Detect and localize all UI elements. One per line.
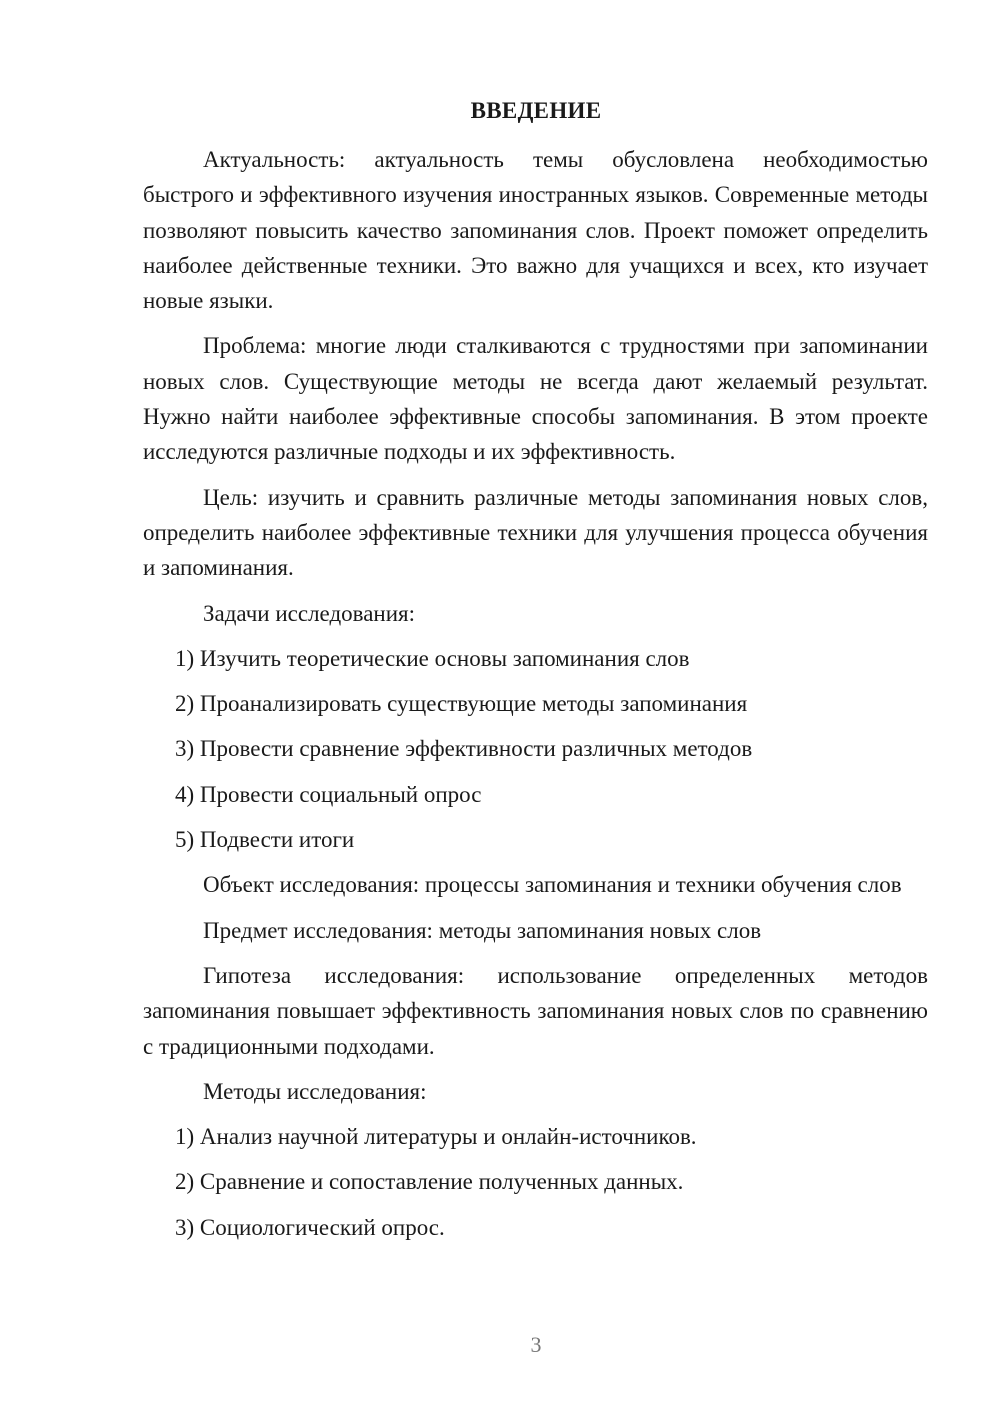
relevance-paragraph: Актуальность: актуальность темы обусловлена необходимостью быстрого и эффективного изучения иностранных языков. Современные методы позволяют повысить качество запоминания слов. Проект поможет определить наиболее действенные техники. Это важно для учащихся и всех, кто изучает новые языки. [143, 147, 928, 314]
list-item: 2) Проанализировать существующие методы запоминания [175, 691, 748, 717]
methods-list [143, 1119, 928, 1245]
list-item: 3) Провести сравнение эффективности различных методов [175, 736, 753, 762]
list-item: 2) Сравнение и сопоставление полученных данных. [175, 1169, 684, 1195]
object-paragraph: Объект исследования: процессы запоминания и техники обучения слов [203, 872, 902, 898]
goal-paragraph: Цель: изучить и сравнить различные методы запоминания новых слов, определить наиболее эффективные техники для улучшения процесса обучения и запоминания. [143, 484, 928, 581]
list-item: 4) Провести социальный опрос [175, 781, 482, 807]
methods-heading: Методы исследования: [203, 1078, 427, 1104]
problem-paragraph: Проблема: многие люди сталкиваются с трудностями при запоминании новых слов. Существующие методы не всегда дают желаемый результат. Нужно найти наиболее эффективные способы запоминания. В этом проекте исследуются различные подходы и их эффективность. [143, 333, 928, 465]
tasks-list [143, 641, 928, 857]
list-item: 1) Анализ научной литературы и онлайн-источников. [175, 1124, 697, 1150]
page-title: ВВЕДЕНИЕ [470, 98, 602, 123]
subject-paragraph: Предмет исследования: методы запоминания новых слов [203, 917, 762, 943]
list-item: 5) Подвести итоги [175, 827, 355, 853]
page-number: 3 [530, 1332, 542, 1357]
list-item: 1) Изучить теоретические основы запоминания слов [175, 645, 690, 671]
hypothesis-paragraph: Гипотеза исследования: использование определенных методов запоминания повышает эффективность запоминания новых слов по сравнению с традиционными подходами. [143, 962, 928, 1059]
document-body [143, 142, 928, 1255]
list-item: 3) Социологический опрос. [175, 1214, 445, 1240]
tasks-heading: Задачи исследования: [203, 600, 416, 626]
